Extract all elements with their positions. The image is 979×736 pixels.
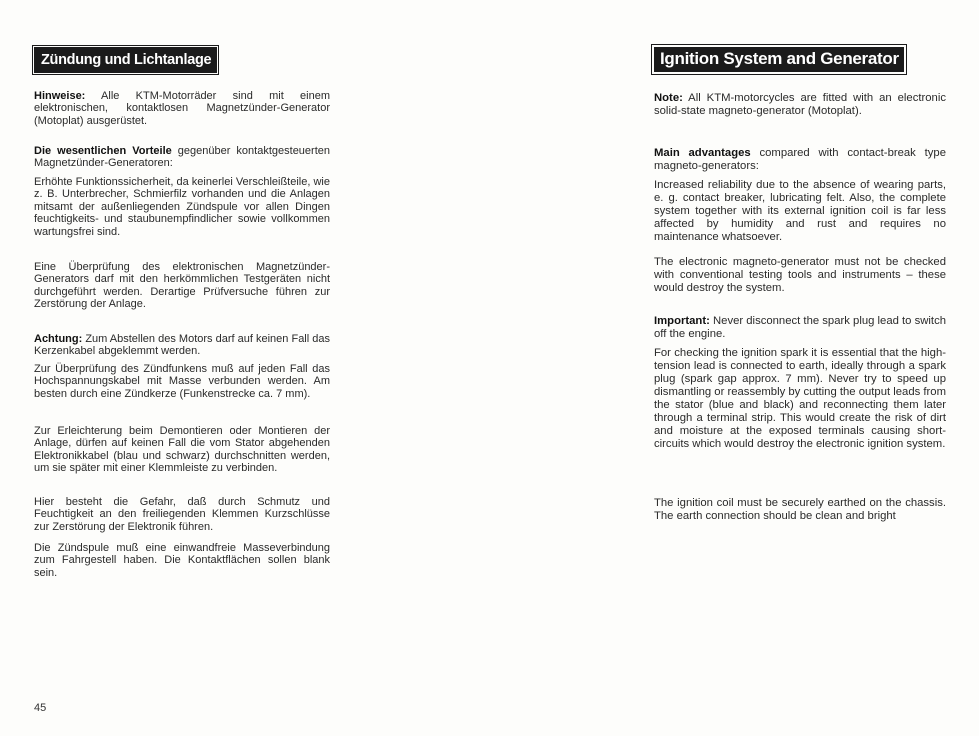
english-important-text: Never disconnect the spark plug lead to switch off the engine. bbox=[654, 315, 946, 340]
german-caution-paragraph bbox=[34, 333, 330, 358]
english-testing-paragraph: The electronic magneto-generator must not be checked with conventional testing tools and instruments – these would destroy the system. bbox=[654, 256, 946, 294]
english-note-label: Note: bbox=[654, 92, 683, 104]
english-reliability-paragraph: Increased reliability due to the absence of wearing parts, e. g. contact breaker, lubricating felt. Also, the complete system together with its external ignition coil is far less affected by humidity and rust and requires no maintenance whatsoever. bbox=[654, 179, 946, 243]
german-note-label: Hinweise: bbox=[34, 90, 86, 102]
english-advantages-text: compared with contact-break type magneto-generators: bbox=[654, 147, 946, 172]
german-ground-paragraph: Die Zündspule muß eine einwandfreie Masseverbindung zum Fahrgestell haben. Die Kontaktflächen sollen blank sein. bbox=[34, 542, 330, 579]
english-advantages-label: Main advantages bbox=[654, 147, 751, 159]
german-note-text: Alle KTM-Motorräder sind mit einem elektronischen, kontaktlosen Magnetzünder-Generator (Motoplat) ausgerüstet. bbox=[34, 90, 330, 127]
german-advantages-paragraph bbox=[34, 145, 330, 170]
german-caution-label: Achtung: bbox=[34, 333, 83, 345]
german-dismantling-paragraph: Zur Erleichterung beim Demontieren oder Montieren der Anlage, dürfen auf keinen Fall die vom Stator abgehenden Elektronikkabel (blau und schwarz) durchschnitten werden, um sie später mit einer Klemmleiste zu verbinden. bbox=[34, 425, 330, 475]
english-spark-check-paragraph: For checking the ignition spark it is essential that the high-tension lead is connected to earth, ideally through a spark plug (spark gap approx. 7 mm). Never try to speed up dismantling or reassembly by cutting the output leads from the stator (blue and black) and reconnecting them later through a terminal strip. This would create the risk of dirt and moisture at the exposed terminals causing short-circuits which would destroy the electronic ignition system. bbox=[654, 347, 946, 450]
german-caution-text: Zum Abstellen des Motors darf auf keinen Fall das Kerzenkabel abgeklemmt werden. bbox=[34, 333, 330, 358]
german-spark-check-paragraph: Zur Überprüfung des Zündfunkens muß auf jeden Fall das Hochspannungskabel mit Masse verbunden werden. Am besten durch eine Zündkerze (Funkenstrecke ca. 7 mm). bbox=[34, 363, 330, 400]
english-note-paragraph bbox=[654, 92, 946, 118]
german-reliability-paragraph: Erhöhte Funktionssicherheit, da keinerlei Verschleißteile, wie z. B. Unterbrecher, Schmierfilz vorhanden und die Anlagen mitsamt der außenliegenden Zündspule vor allen Dingen feuchtigkeits- und staubunempfindlicher sowie vollkommen wartungsfrei sind. bbox=[34, 176, 330, 238]
german-heading: Zündung und Lichtanlage bbox=[34, 47, 217, 73]
german-note-paragraph bbox=[34, 90, 330, 127]
german-advantages-label: Die wesentlichen Vorteile bbox=[34, 145, 172, 157]
german-testing-paragraph: Eine Überprüfung des elektronischen Magnetzünder-Generators darf mit den herkömmlichen Testgeräten nicht durchgeführt werden. Derartige Prüfversuche führen zur Zerstörung der Anlage. bbox=[34, 261, 330, 311]
german-shortcircuit-paragraph: Hier besteht die Gefahr, daß durch Schmutz und Feuchtigkeit an den freiliegenden Klemmen Kurzschlüsse zur Zerstörung der Elektronik führen. bbox=[34, 496, 330, 533]
english-important-paragraph bbox=[654, 315, 946, 341]
english-heading: Ignition System and Generator bbox=[654, 47, 904, 72]
english-advantages-paragraph bbox=[654, 147, 946, 173]
english-earth-paragraph: The ignition coil must be securely earthed on the chassis. The earth connection should be clean and bright bbox=[654, 497, 946, 522]
english-note-text: All KTM-motorcycles are fitted with an electronic solid-state magneto-generator (Motoplat). bbox=[654, 92, 946, 117]
page-number: 45 bbox=[34, 702, 47, 714]
english-important-label: Important: bbox=[654, 315, 710, 327]
german-advantages-text: gegenüber kontaktgesteuerten Magnetzünder-Generatoren: bbox=[34, 145, 330, 170]
